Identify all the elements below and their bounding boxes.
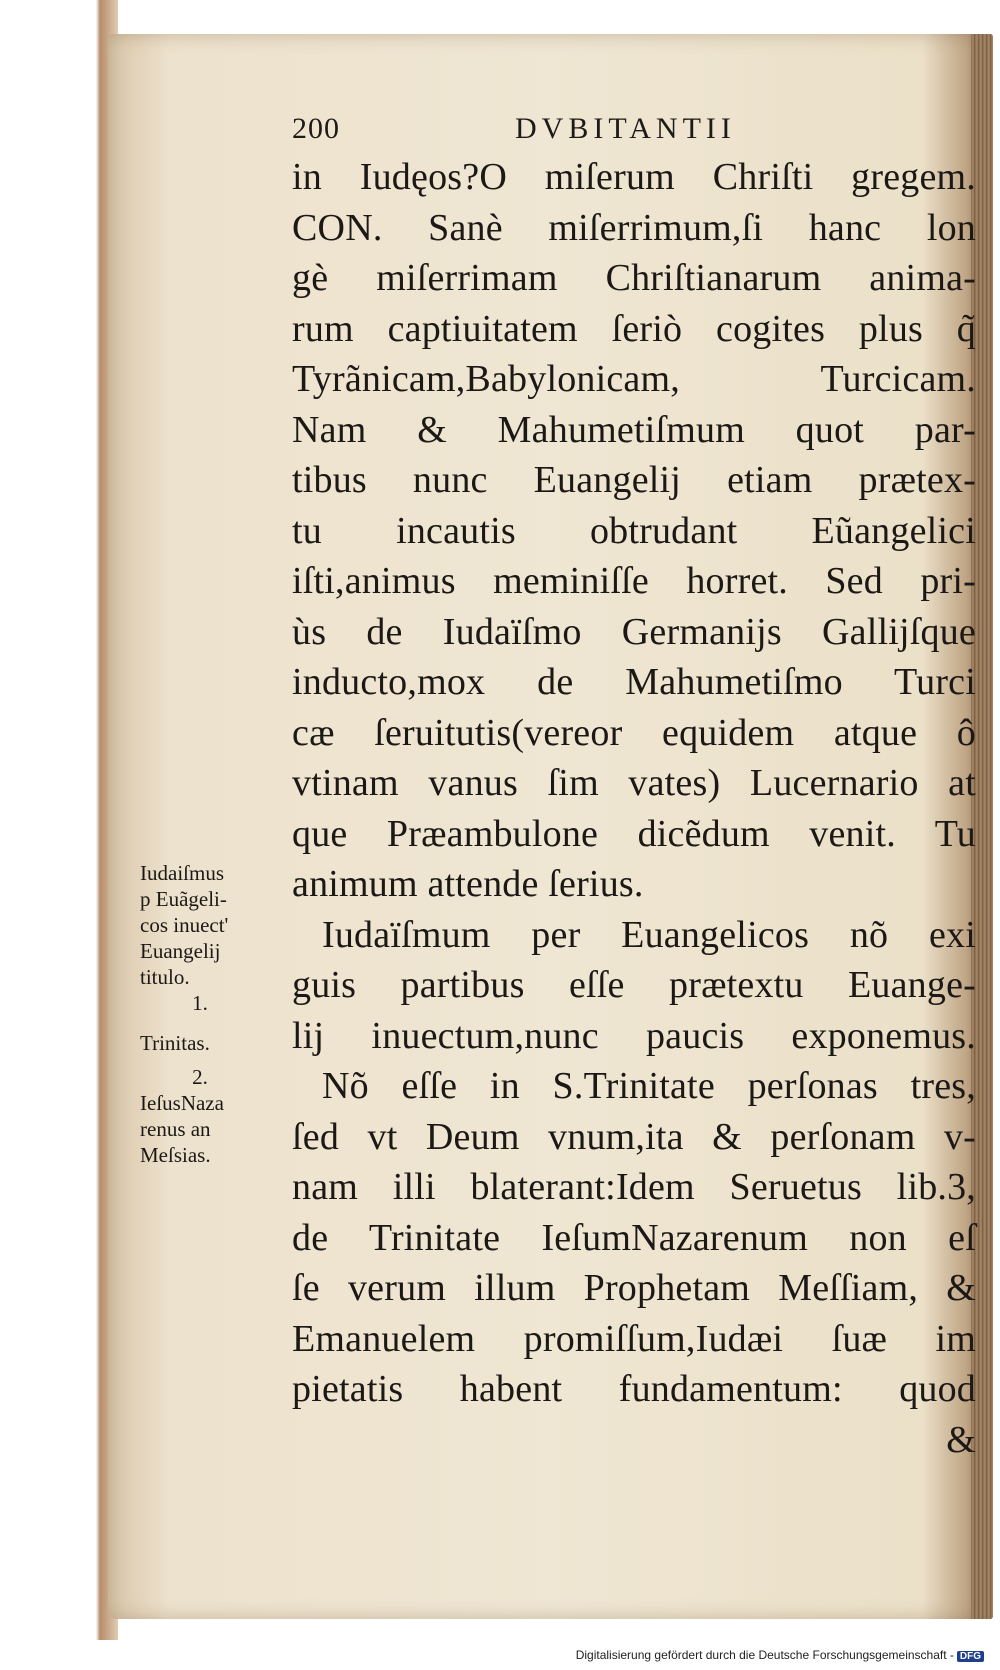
text-line: ſed vt Deum vnum,ita & perſonam v- (292, 1115, 976, 1158)
margin-note: IeſusNaza (140, 1091, 224, 1115)
text-line: guis partibus eſſe prætextu Euange- (292, 964, 976, 1006)
text-line: tu incautis obtrudant Eũangelici (292, 509, 976, 552)
margin-note: p Euãgeli- (140, 887, 227, 911)
text-line: inducto,mox de Mahumetiſmo Turci (292, 661, 976, 703)
margin-note: titulo. (140, 965, 190, 989)
dfg-logo: DFG (957, 1651, 984, 1662)
book-binding-edge (0, 0, 118, 1640)
text-line: Emanuelem promiſſum,Iudæi ſuæ im (292, 1317, 976, 1360)
page-number: 200 (292, 112, 340, 145)
margin-note: Meſsias. (140, 1143, 211, 1167)
text-line: iſti,animus meminiſſe horret. Sed pri- (292, 560, 976, 602)
text-line: rum captiuitatem ſeriò cogites plus q̃ (292, 307, 976, 350)
catchword: & (946, 1418, 976, 1461)
text-line: in Iudęos?O miſerum Chriſti gregem. (292, 156, 976, 198)
margin-note: Trinitas. (140, 1031, 210, 1055)
text-line: CON. Sanè miſerrimum,ſi hanc lon (292, 206, 976, 249)
text-line: animum attende ſerius. (292, 863, 644, 905)
running-title: DVBITANTII (515, 112, 736, 145)
text-line: ſe verum illum Prophetam Meſſiam, & (292, 1267, 976, 1309)
margin-note: Euangelij (140, 939, 221, 963)
text-line: lij inuectum,nunc paucis exponemus. (292, 1014, 976, 1057)
text-line: Iudaïſmum per Euangelicos nõ exi (322, 913, 976, 956)
margin-note-number: 2. (192, 1065, 208, 1089)
text-line: ùs de Iudaïſmo Germanijs Gallijſque (292, 610, 976, 653)
main-text-block (292, 152, 976, 1465)
text-line: gè miſerrimam Chriſtianarum anima- (292, 257, 976, 299)
text-line: vtinam vanus ſim vates) Lucernario at (292, 762, 976, 804)
text-line: cæ ſeruitutis(vereor equidem atque ô (292, 711, 976, 754)
margin-notes (140, 860, 290, 1168)
margin-note: cos inuect' (140, 913, 229, 937)
margin-note: Iudaiſmus (140, 861, 224, 885)
text-line: de Trinitate IeſumNazarenum non eſ (292, 1216, 976, 1259)
text-line: Nõ eſſe in S.Trinitate perſonas tres, (322, 1065, 976, 1107)
text-line: pietatis habent fundamentum: quod (292, 1368, 976, 1410)
footer-credit-text: Digitalisierung gefördert durch die Deutsche Forschungsgemeinschaft - (575, 1648, 954, 1662)
margin-note: renus an (140, 1117, 211, 1141)
margin-note-number: 1. (192, 991, 208, 1015)
text-line: nam illi blaterant:Idem Seruetus lib.3, (292, 1166, 976, 1208)
text-line: que Præambulone dicẽdum venit. Tu (292, 812, 976, 855)
text-line: Tyrãnicam,Babylonicam, Turcicam. (292, 358, 976, 400)
text-line: Nam & Mahumetiſmum quot par- (292, 408, 976, 451)
text-line: tibus nunc Euangelij etiam prætex- (292, 459, 976, 501)
footer-credit (576, 1648, 984, 1662)
